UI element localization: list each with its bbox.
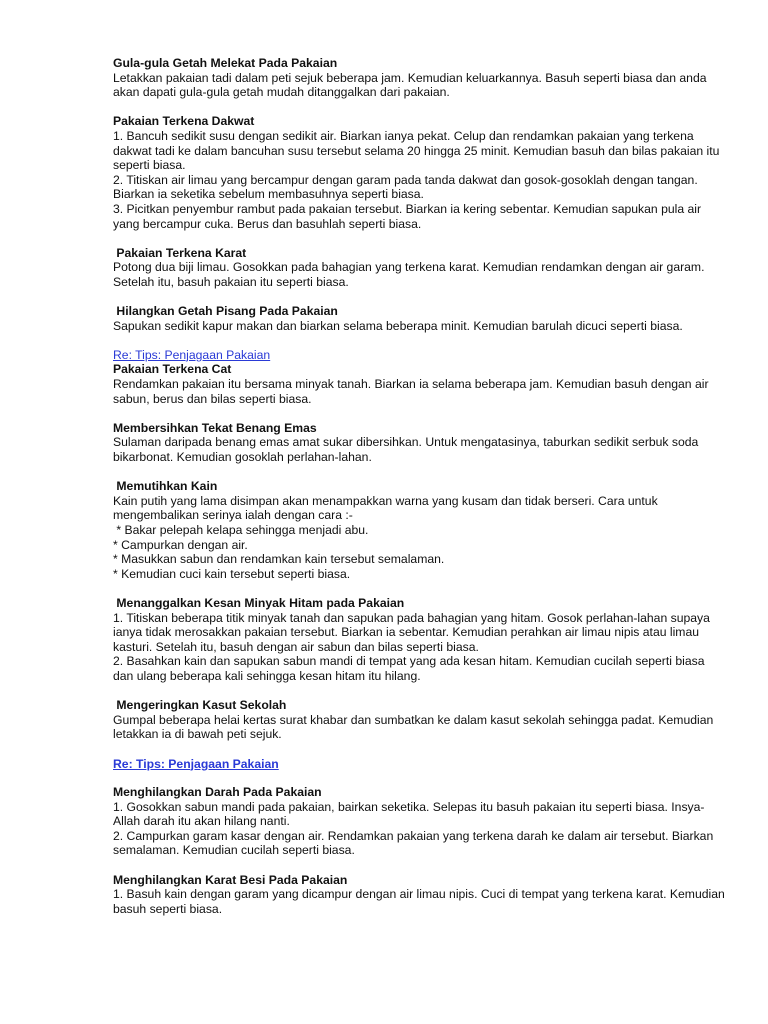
section-darah	[113, 785, 728, 858]
section-heading: Hilangkan Getah Pisang Pada Pakaian	[113, 304, 338, 319]
section-text: Kain putih yang lama disimpan akan menampakkan warna yang kusam dan tidak berseri. Cara untuk mengembalikan serinya ialah dengan cara :-	[113, 493, 658, 523]
section-cat	[113, 362, 728, 406]
section-text: 1. Bancuh sedikit susu dengan sedikit air. Biarkan ianya pekat. Celup dan rendamkan pakaian yang terkena dakwat tadi ke dalam bancuhan susu tersebut selama 20 hingga 25 minit. Kemudian basuh dan bilas pakaian itu seperti biasa.	[113, 128, 720, 173]
section-text: Gumpal beberapa helai kertas surat khabar dan sumbatkan ke dalam kasut sekolah sehingga padat. Kemudian letakkan ia di bawah peti sejuk.	[113, 712, 714, 742]
section-text: 3. Picitkan penyembur rambut pada pakaian tersebut. Biarkan ia kering sebentar. Kemudian sapukan pula air yang bercampur cuka. Berus dan basuhlah seperti biasa.	[113, 201, 702, 231]
section-text: Potong dua biji limau. Gosokkan pada bahagian yang terkena karat. Kemudian rendamkan dengan air garam. Setelah itu, basuh pakaian itu seperti biasa.	[113, 260, 705, 289]
list-item: * Kemudian cuci kain tersebut seperti biasa.	[113, 566, 351, 581]
section-karat	[113, 246, 728, 290]
section-text: 1. Gosokkan sabun mandi pada pakaian, bairkan seketika. Selepas itu basuh pakaian itu seperti biasa. Insya-Allah darah itu akan hilang nanti.	[113, 799, 705, 829]
section-getah-pisang	[113, 304, 728, 333]
section-memutihkan	[113, 479, 728, 581]
section-tekat	[113, 421, 728, 465]
group-2	[113, 362, 728, 741]
section-minyak-hitam	[113, 596, 728, 684]
section-heading: Pakaian Terkena Dakwat	[113, 114, 255, 129]
list-item: * Masukkan sabun dan rendamkan kain tersebut semalaman.	[113, 552, 445, 567]
section-text: 2. Campurkan garam kasar dengan air. Rendamkan pakaian yang terkena darah ke dalam air tersebut. Biarkan semalaman. Kemudian cucilah seperti biasa.	[113, 828, 714, 858]
group-3	[113, 785, 728, 916]
section-heading: Pakaian Terkena Karat	[113, 245, 247, 260]
section-heading: Pakaian Terkena Cat	[113, 362, 232, 377]
section-text: Letakkan pakaian tadi dalam peti sejuk beberapa jam. Kemudian keluarkannya. Basuh seperti biasa dan anda akan dapati gula-gula getah mudah ditanggalkan dari pakaian.	[113, 70, 707, 100]
section-text: Sapukan sedikit kapur makan dan biarkan selama beberapa minit. Kemudian barulah dicuci seperti biasa.	[113, 318, 683, 333]
section-gula-gula	[113, 56, 728, 100]
spacer	[113, 778, 728, 785]
tips-link-1[interactable]: Re: Tips: Penjagaan Pakaian	[113, 347, 271, 362]
section-heading: Memutihkan Kain	[113, 479, 218, 494]
section-kasut	[113, 698, 728, 742]
section-text: 2. Titiskan air limau yang bercampur dengan garam pada tanda dakwat dan gosok-gosoklah dengan tangan. Biarkan ia seketika sebelum membasuhnya seperti biasa.	[113, 172, 698, 202]
list-item: * Campurkan dengan air.	[113, 537, 248, 552]
section-karat-besi	[113, 873, 728, 917]
section-dakwat	[113, 114, 728, 231]
list-item: * Bakar pelepah kelapa sehingga menjadi abu.	[113, 523, 369, 537]
section-heading: Menghilangkan Darah Pada Pakaian	[113, 785, 322, 800]
group-1	[113, 56, 728, 333]
spacer	[113, 771, 728, 778]
section-text: 1. Basuh kain dengan garam yang dicampur dengan air limau nipis. Cuci di tempat yang terkena karat. Kemudian basuh seperti biasa.	[113, 887, 725, 916]
section-text: 2. Basahkan kain dan sapukan sabun mandi di tempat yang ada kesan hitam. Kemudian cucilah seperti biasa dan ulang beberapa kali sehingga kesan hitam itu hilang.	[113, 654, 705, 683]
section-heading: Gula-gula Getah Melekat Pada Pakaian	[113, 56, 338, 70]
section-heading: Menanggalkan Kesan Minyak Hitam pada Pakaian	[113, 595, 405, 610]
section-heading: Menghilangkan Karat Besi Pada Pakaian	[113, 872, 348, 887]
section-text: Sulaman daripada benang emas amat sukar dibersihkan. Untuk mengatasinya, taburkan sedikit serbuk soda bikarbonat. Kemudian gosoklah perlahan-lahan.	[113, 435, 699, 465]
section-text: 1. Titiskan beberapa titik minyak tanah dan sapukan pada bahagian yang hitam. Gosok perlahan-lahan supaya ianya tidak merosakkan pakaian tersebut. Biarkan ia sebentar. Kemudian perahkan air limau nipis atau limau kasturi. Setelah itu, basuh dengan air sabun dan bilas seperti biasa.	[113, 610, 710, 654]
section-text: Rendamkan pakaian itu bersama minyak tanah. Biarkan ia selama beberapa jam. Kemudian basuh dengan air sabun, berus dan bilas seperti biasa.	[113, 377, 709, 406]
section-heading: Mengeringkan Kasut Sekolah	[113, 698, 287, 713]
tips-link-2[interactable]: Re: Tips: Penjagaan Pakaian	[113, 756, 279, 771]
section-heading: Membersihkan Tekat Benang Emas	[113, 420, 317, 435]
